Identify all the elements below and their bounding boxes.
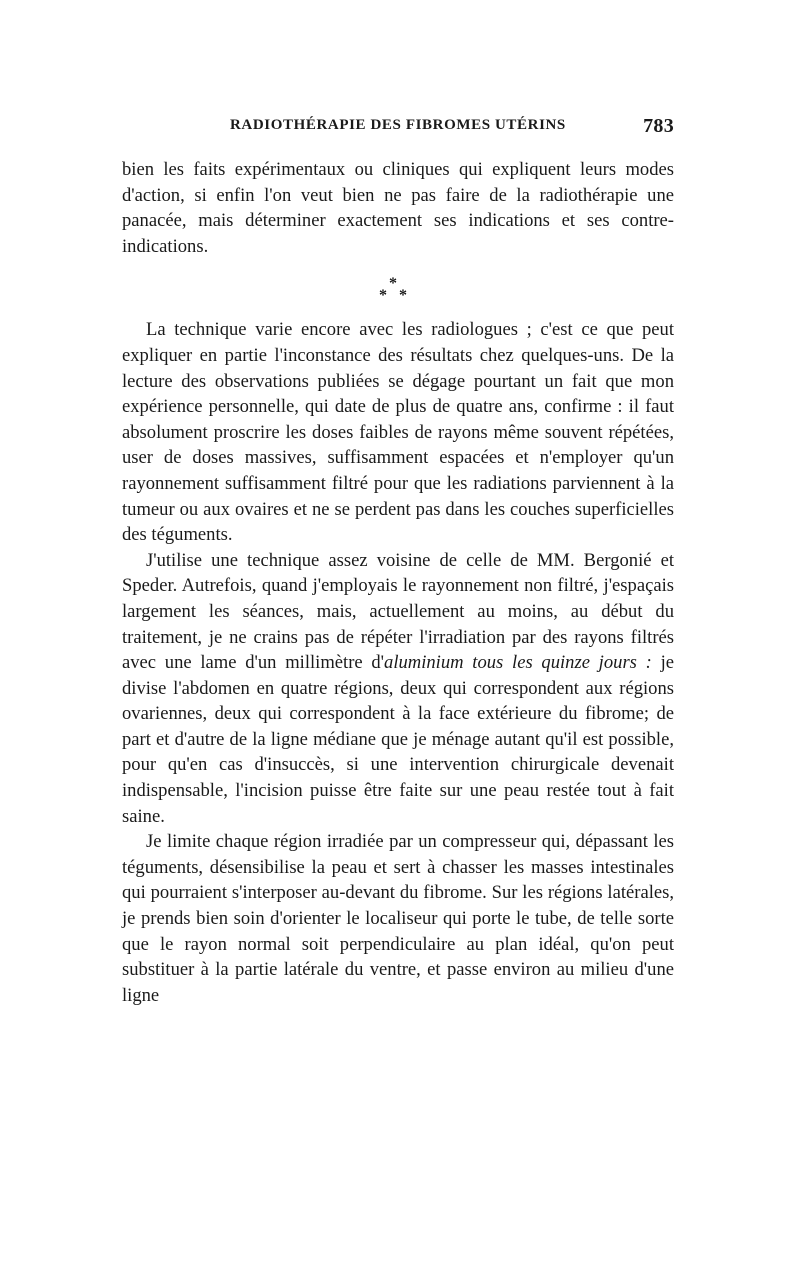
asterism-divider — [122, 259, 674, 317]
paragraph-4: Je limite chaque région irradiée par un compresseur qui, dépassant les téguments, désensibilise la peau et sert à chasser les masses intestinales qui pourraient s'interposer au-devant du fibrome. Sur les régions latérales, je prends bien soin d'orienter le localiseur qui porte le tube, de telle sorte que le rayon normal soit perpendiculaire au plan idéal, qu'on peut substituer à la partie latérale du ventre, et passe environ au milieu d'une ligne — [122, 831, 674, 1006]
paragraph-3-italic: aluminium tous les quinze jours : — [384, 652, 652, 674]
page-header — [122, 115, 674, 143]
page-number: 783 — [643, 115, 674, 137]
asterisk-top: * — [389, 275, 397, 293]
asterisk-left: * — [379, 287, 387, 305]
paragraph-1: bien les faits expérimentaux ou cliniques qui expliquent leurs modes d'action, si enfin l'on veut bien ne pas faire de la radiothérapie une panacée, mais déterminer exactement ses indications et ses contre-indications. — [122, 159, 674, 257]
paragraph-2: La technique varie encore avec les radiologues ; c'est ce que peut expliquer en partie l'inconstance des résultats chez quelques-uns. De la lecture des observations publiées se dégage pourtant un fait que mon expérience personnelle, qui date de plus de quatre ans, confirme : il faut absolument proscrire les doses faibles de rayons même souvent répétées, user de doses massives, suffisamment espacées et n'employer qu'un rayonnement suffisamment filtré pour que les radiations parviennent à la tumeur ou aux ovaires et ne se perdent pas dans les couches superficielles des téguments. — [122, 319, 674, 546]
paragraph-3-text-start: J'utilise une technique assez voisine de celle de MM. Bergonié et Speder. Autrefois, quand j'employais le rayonnement non filtré, j'espaçais largement les séances, mais, actuellement au moins, au début du traitement, je ne crains pas de répéter l'irradiation par des rayons filtrés avec une lame d'un millimètre d' — [122, 549, 674, 674]
book-page — [122, 115, 674, 1008]
running-title: RADIOTHÉRAPIE DES FIBROMES UTÉRINS — [230, 117, 566, 133]
paragraph-3-text-end: je divise l'abdomen en quatre régions, deux qui correspondent aux régions ovariennes, deux qui correspondent à la face extérieure du fibrome; de part et d'autre de la ligne médiane que je ménage autant qu'il est possible, pour qu'en cas d'insuccès, si une intervention chirurgicale devenait indispensable, l'incision puisse être faite sur une peau restée tout à fait saine. — [122, 652, 674, 827]
body-text — [122, 157, 674, 1008]
paragraph-3 — [122, 548, 674, 830]
asterisk-right: * — [399, 287, 407, 305]
